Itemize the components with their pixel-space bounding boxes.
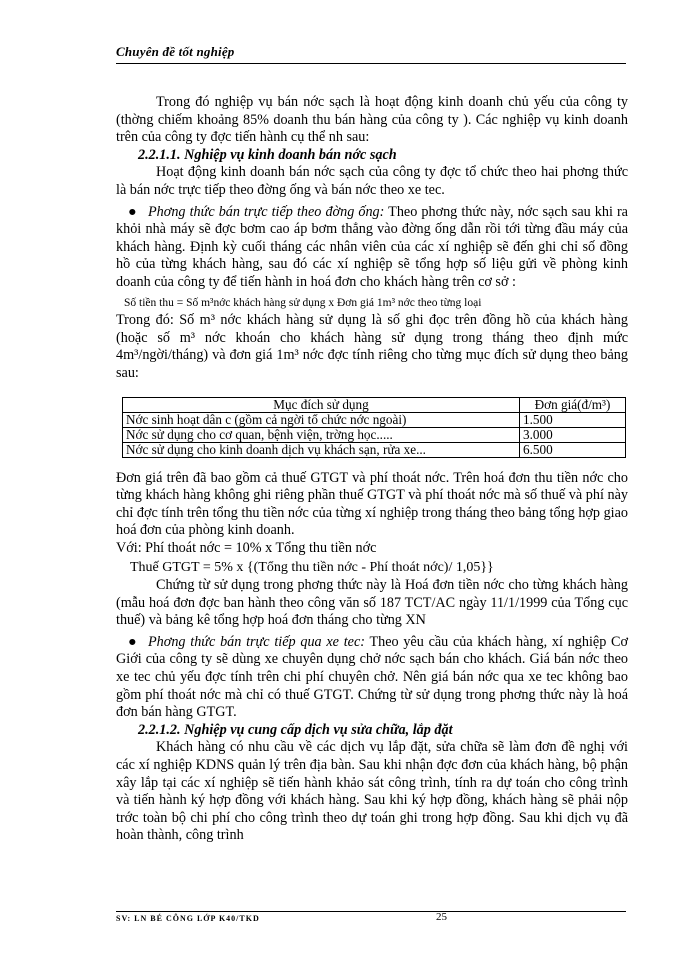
document-body — [116, 94, 628, 845]
table-row — [123, 412, 626, 427]
paragraph-price-note: Đơn giá trên đã bao gồm cả thuế GTGT và phí thoát nớc. Trên hoá đơn thu tiền nớc cho từng khách hàng không ghi riêng phần thuế GTGT và phí thoát nớc mà số thuế và phí này chỉ đợc tính trên tổng thu tiền nớc của từng xí nghiệp trong tháng theo bảng tổng hợp giao hoá đơn của phòng kinh doanh. — [116, 469, 628, 539]
bullet-truck-sale — [116, 634, 628, 722]
section-heading-2: 2.2.1.2. Nghiệp vụ cung cấp dịch vụ sửa chữa, lắp đặt — [138, 721, 453, 738]
paragraph-drainage-fee: Với: Phí thoát nớc = 10% x Tổng thu tiền nớc — [116, 539, 377, 556]
page-footer — [116, 911, 626, 926]
page-number: 25 — [436, 911, 447, 923]
page-header — [116, 43, 626, 64]
bullet-text: Theo phơng thức này, nớc sạch sau khi ra khỏi nhà máy sẽ đợc bơm cao áp bơm thẳng vào đờng ống dẫn rồi tới từng đầu máy của khách hàng. Định kỳ cuối tháng các nhân viên của các xí nghiệp sẽ đến ghi chỉ số đồng hồ của từng khách hàng, sau đó các xí nghiệp sẽ tổng hợp số liệu gửi về phòng kinh doanh của công ty để tiến hành in hoá đơn cho khách hàng trên cơ sở : — [116, 203, 628, 290]
table-row — [123, 442, 626, 457]
header-title: Chuyên đề tốt nghiệp — [116, 44, 235, 59]
bullet-icon: ● — [128, 203, 137, 220]
table-cell: Nớc sử dụng cho kinh doanh dịch vụ khách sạn, rửa xe... — [123, 442, 520, 457]
bullet-pipe-sale — [116, 204, 628, 292]
paragraph-methods: Hoạt động kinh doanh bán nớc sạch của công ty đợc tổ chức theo hai phơng thức là bán nớc trực tiếp theo đờng ống và bán nớc theo xe tec. — [116, 164, 628, 198]
bullet-text: Theo yêu cầu của khách hàng, xí nghiệp Cơ Giới của công ty sẽ dùng xe chuyên dụng chở nớc sạch bán cho khách. Giá bán nớc theo xe tec chủ yếu đợc tính trên chi phí chuyên chở. Nên giá bán nớc qua xe tec không bao gồm phí thoát nớc mà chỉ có thuế GTGT. Chứng từ sử dụng trong phơng thức này là hoá đơn bán hàng GTGT. — [116, 633, 629, 721]
table-header-purpose: Mục đích sử dụng — [123, 397, 520, 412]
table-header-price: Đơn giá(đ/m³) — [520, 397, 626, 412]
bullet-icon: ● — [128, 633, 137, 650]
paragraph-intro: Trong đó nghiệp vụ bán nớc sạch là hoạt động kinh doanh chủ yếu của công ty (thờng chiếm khoảng 85% doanh thu bán hàng của công ty ). Các nghiệp vụ kinh doanh trên của công ty đợc tiến hành cụ thể nh sau: — [116, 94, 628, 146]
table-cell: Nớc sinh hoạt dân c (gồm cả ngời tổ chức nớc ngoài) — [123, 412, 520, 427]
table-cell: Nớc sử dụng cho cơ quan, bệnh viện, trờng học..... — [123, 427, 520, 442]
paragraph-services: Khách hàng có nhu cầu về các dịch vụ lắp đặt, sửa chữa sẽ làm đơn đề nghị với các xí nghiệp KDNS quản lý trên địa bàn. Sau khi nhận đợc đơn của khách hàng, bộ phận xây lắp tại các xí nghiệp sẽ tiến hành khảo sát công trình, tính ra dự toán cho công trình và tiến hành ký hợp đồng với khách hàng. Sau khi ký hợp đồng, khách hàng sẽ phải nộp trớc toàn bộ chi phí cho công trình theo dự toán ghi trong hợp đồng. Sau khi dịch vụ đã hoàn thành, công trình — [116, 739, 628, 844]
footer-author: SV: LN BÉ CÔNG LỚP K40/TKD — [116, 914, 260, 923]
table-cell: 3.000 — [520, 427, 626, 442]
paragraph-explanation: Trong đó: Số m³ nớc khách hàng sử dụng là số ghi đọc trên đồng hồ của khách hàng (hoặc số m³ nớc khoán cho khách hàng sử dụng trong tháng theo định mức 4m³/ngời/tháng) và đơn giá 1m³ nớc đợc tính riêng cho từng mục đích sử dụng theo bảng sau: — [116, 312, 628, 381]
bullet-title: Phơng thức bán trực tiếp theo đờng ống: — [148, 203, 385, 220]
table-header-row — [123, 397, 626, 412]
table-cell: 6.500 — [520, 442, 626, 457]
bullet-title: Phơng thức bán trực tiếp qua xe tec: — [148, 633, 365, 650]
formula-vat: Thuế GTGT = 5% x {(Tổng thu tiền nớc - Phí thoát nớc)/ 1,05}} — [130, 560, 494, 576]
table-row — [123, 427, 626, 442]
price-table — [122, 397, 626, 458]
table-cell: 1.500 — [520, 412, 626, 427]
paragraph-documents: Chứng từ sử dụng trong phơng thức này là Hoá đơn tiền nớc cho từng khách hàng (mẫu hoá đơn đợc ban hành theo công văn số 187 TCT/AC ngày 11/1/1999 của Tổng cục thuế) và bảng kê tổng hợp hoá đơn tháng cho từng XN — [116, 577, 628, 629]
formula-revenue: Số tiền thu = Số m³nớc khách hàng sử dụng x Đơn giá 1m³ nớc theo từng loại — [124, 296, 482, 309]
section-heading-1: 2.2.1.1. Nghiệp vụ kinh doanh bán nớc sạch — [138, 146, 397, 163]
